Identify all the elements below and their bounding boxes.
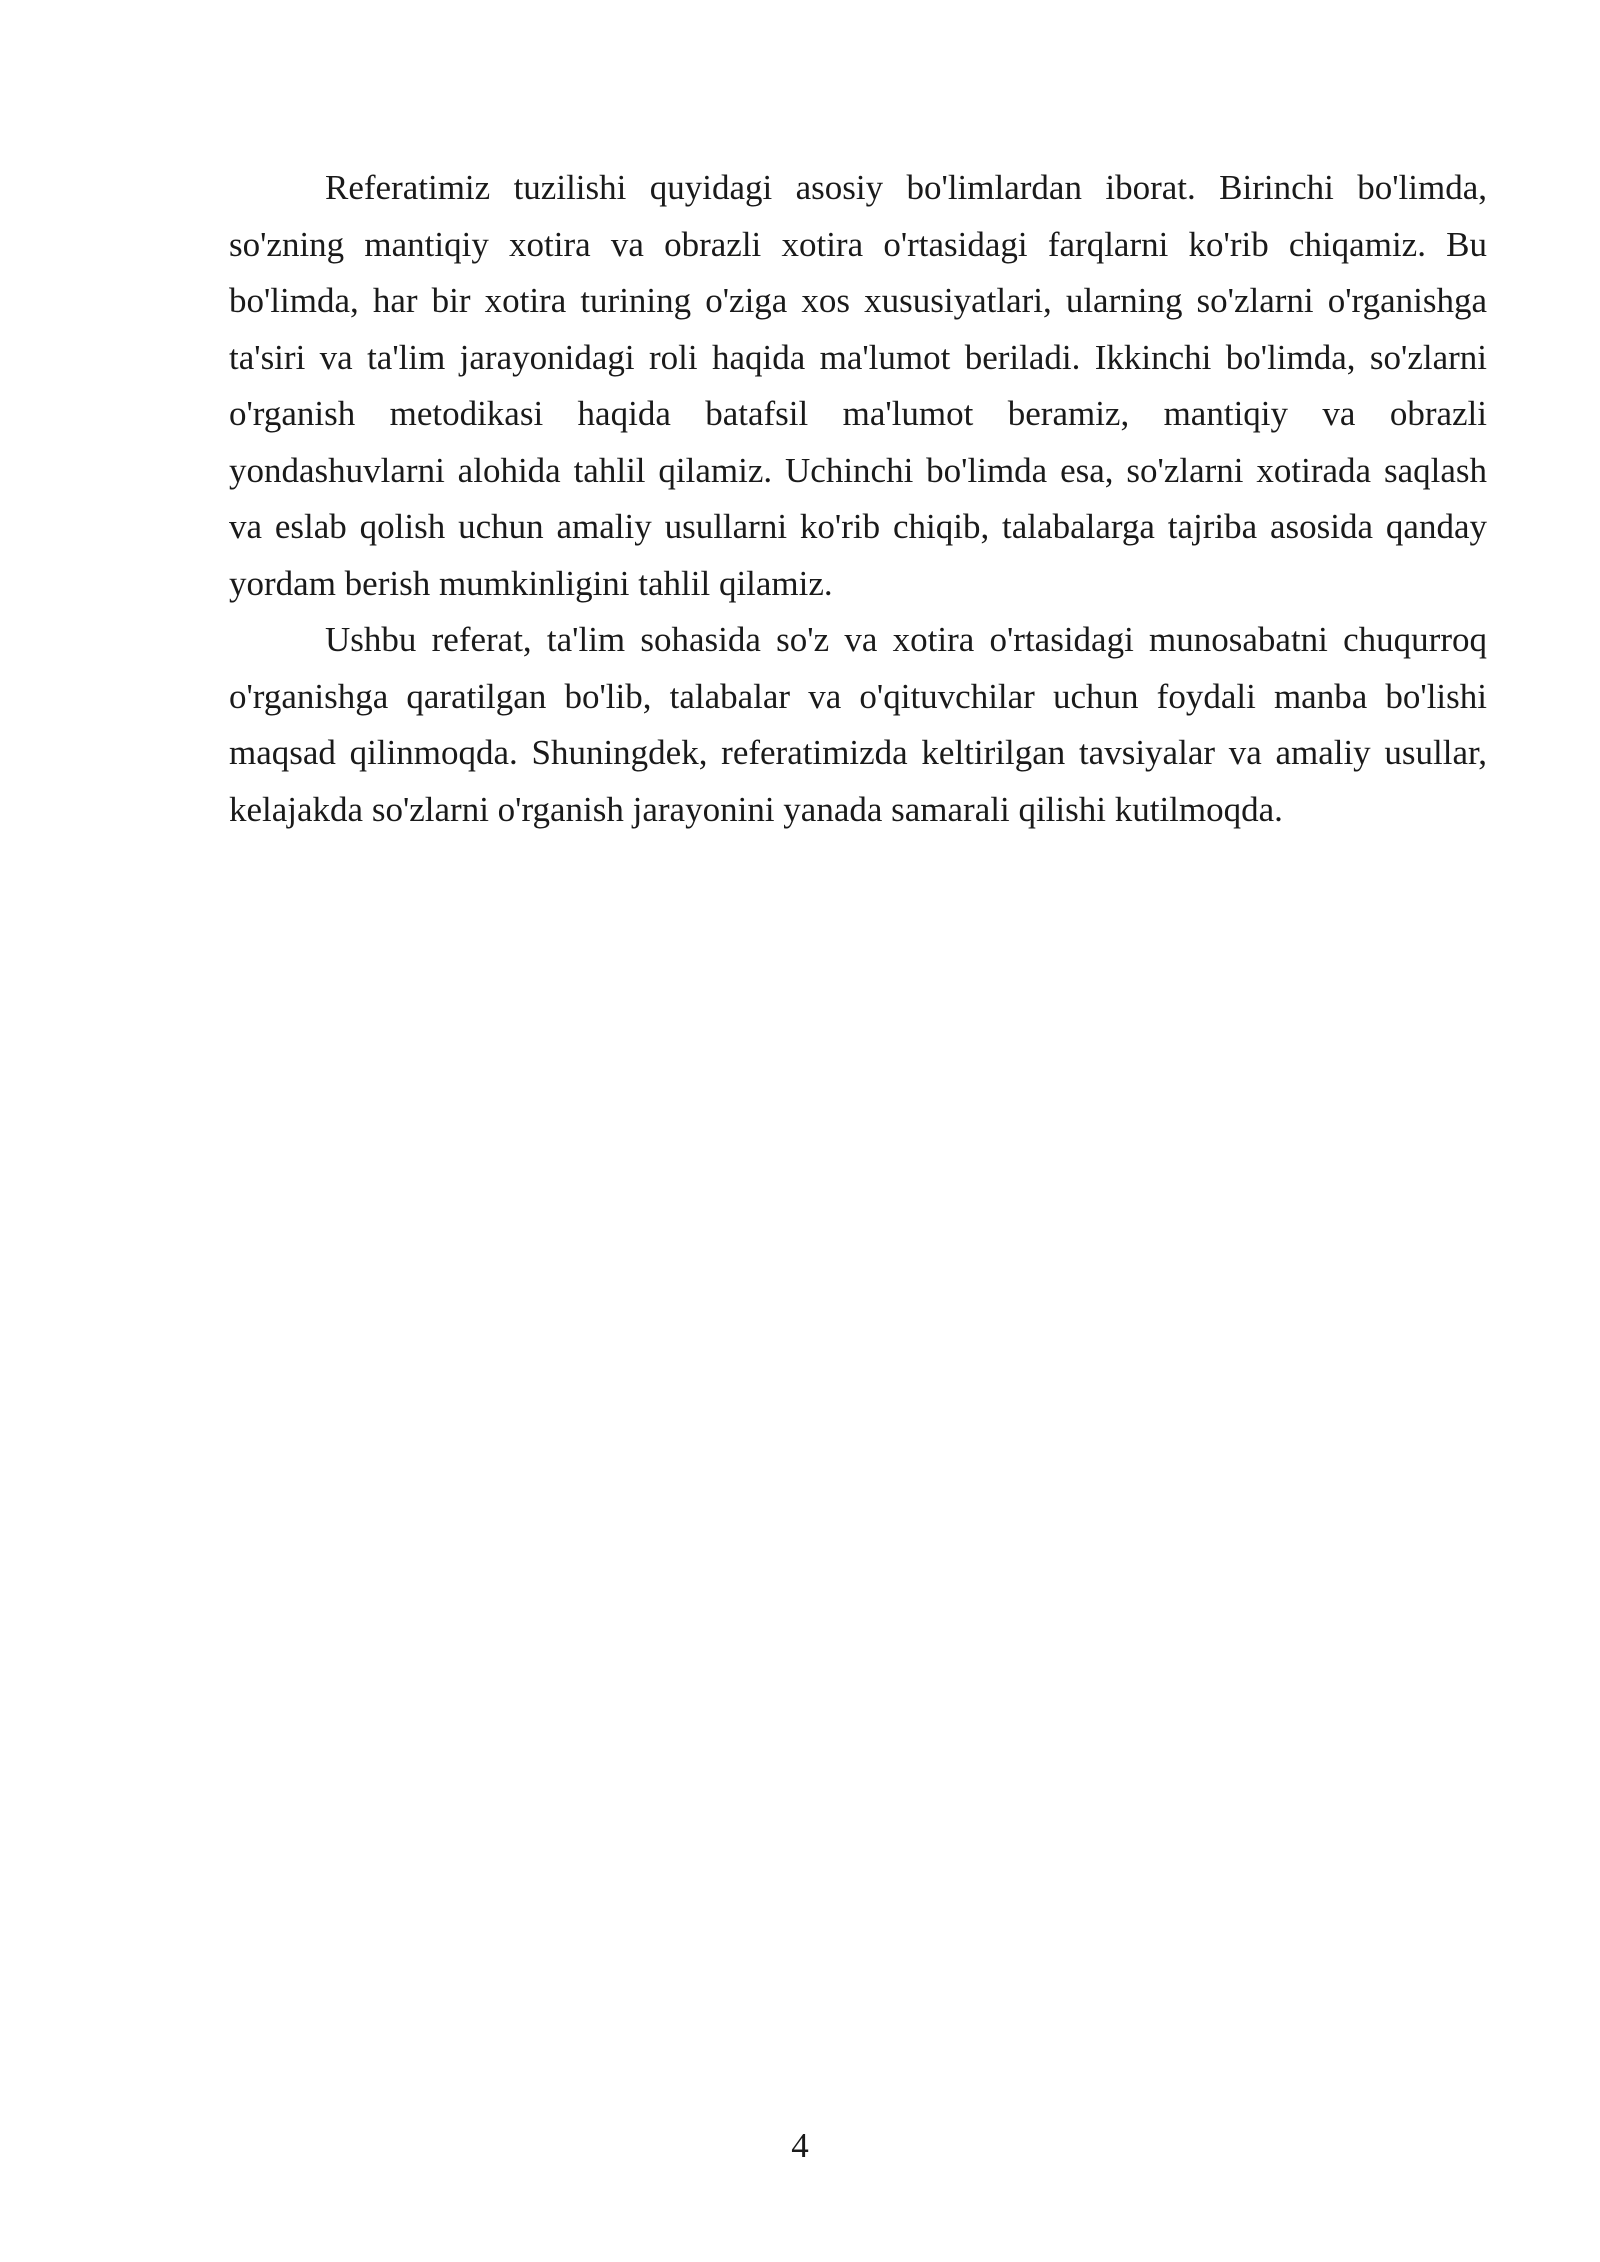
body-paragraph-1: Referatimiz tuzilishi quyidagi asosiy bo'limlardan iborat. Birinchi bo'limda, so'zning mantiqiy xotira va obrazli xotira o'rtasidagi farqlarni ko'rib chiqamiz. Bu bo'limda, har bir xotira turining o'ziga xos xususiyatlari, ularning so'zlarni o'rganishga ta'siri va ta'lim jarayonidagi roli haqida ma'lumot beriladi. Ikkinchi bo'limda, so'zlarni o'rganish metodikasi haqida batafsil ma'lumot beramiz, mantiqiy va obrazli yondashuvlarni alohida tahlil qilamiz. Uchinchi bo'limda esa, so'zlarni xotirada saqlash va eslab qolish uchun amaliy usullarni ko'rib chiqib, talabalarga tajriba asosida qanday yordam berish mumkinligini tahlil qilamiz. <box>229 168 1487 603</box>
body-paragraph-2: Ushbu referat, ta'lim sohasida so'z va xotira o'rtasidagi munosabatni chuqurroq o'rganishga qaratilgan bo'lib, talabalar va o'qituvchilar uchun foydali manba bo'lishi maqsad qilinmoqda. Shuningdek, referatimizda keltirilgan tavsiyalar va amaliy usullar, kelajakda so'zlarni o'rganish jarayonini yanada samarali qilishi kutilmoqda. <box>229 620 1487 829</box>
page-body <box>229 160 1487 838</box>
page-number: 4 <box>791 2126 809 2165</box>
